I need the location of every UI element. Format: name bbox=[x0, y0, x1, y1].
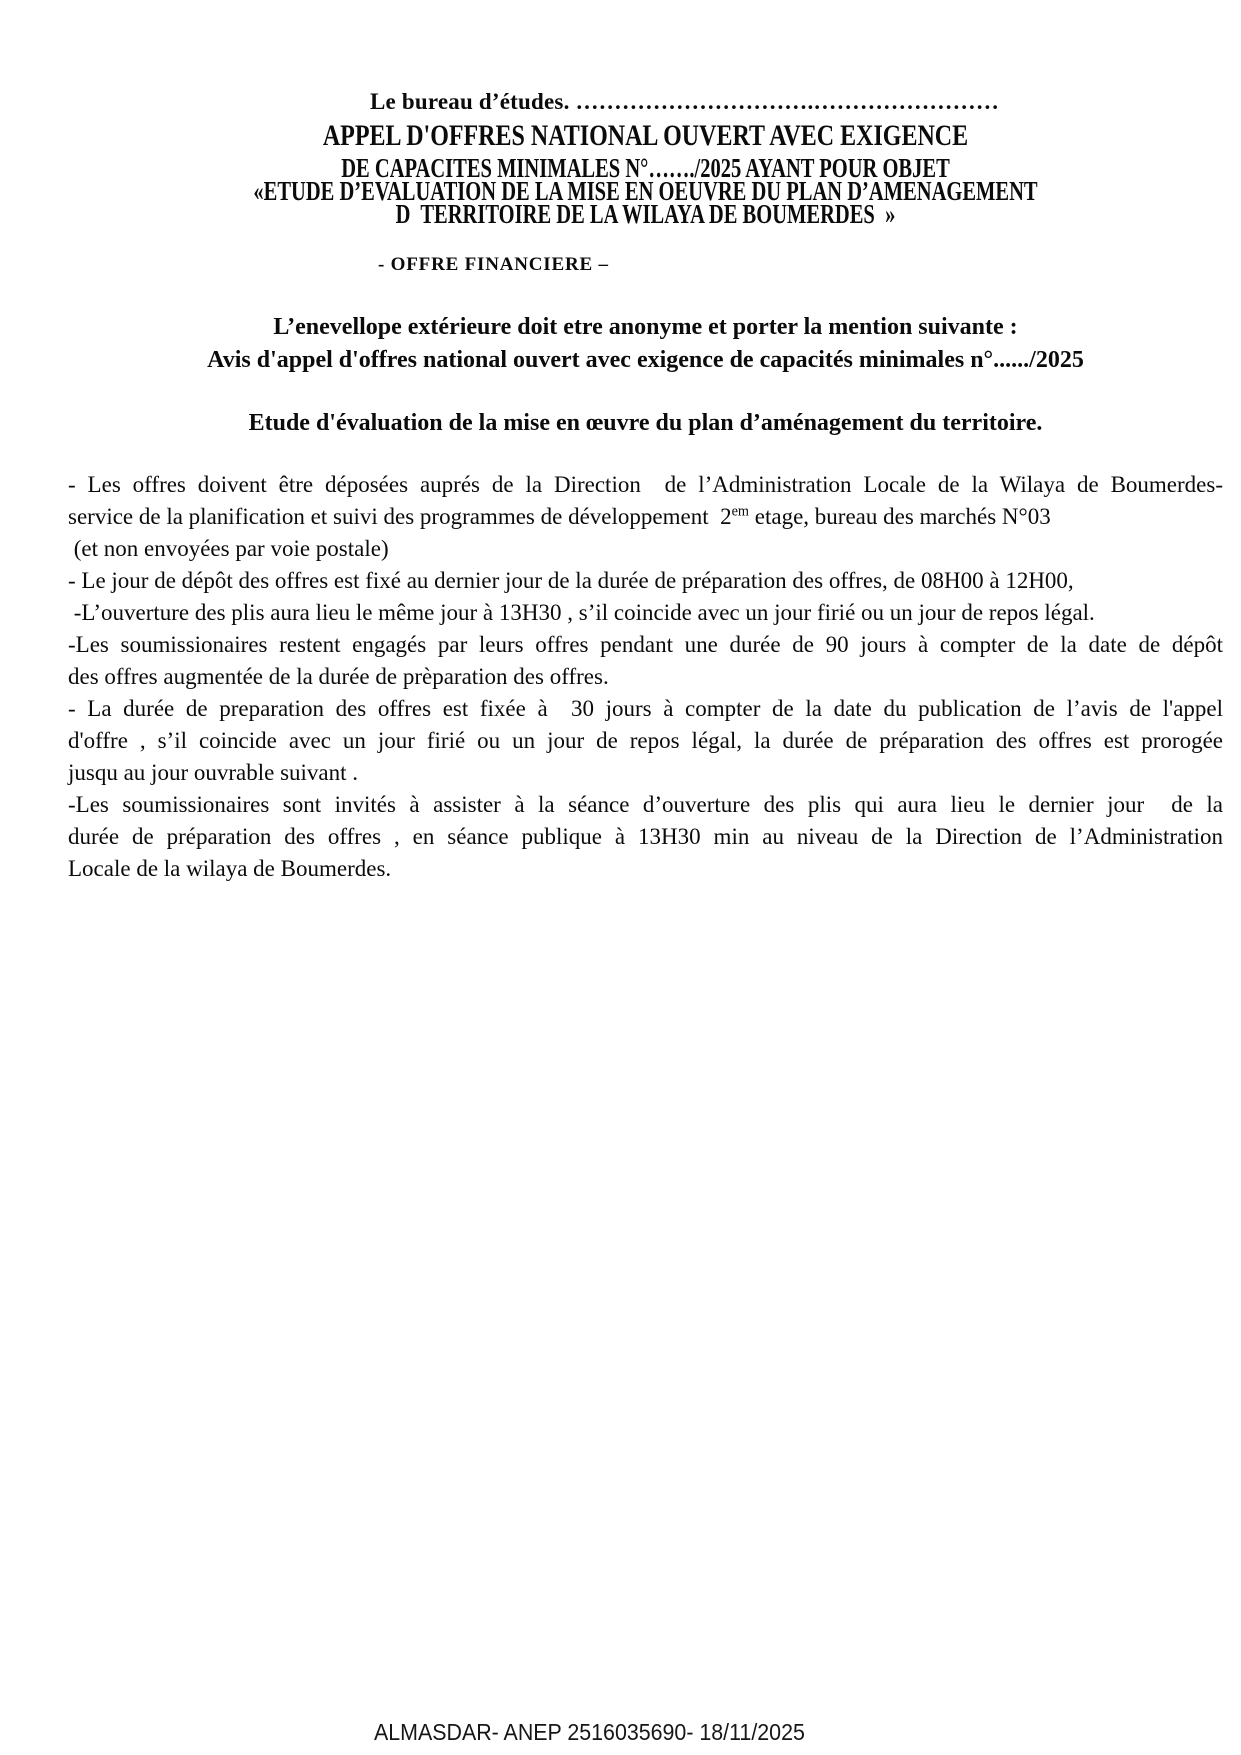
bureau-detudes-line: Le bureau d’études. ………………………….…………………… bbox=[370, 89, 1000, 114]
title-line-1: APPEL D'OFFRES NATIONAL OUVERT AVEC EXIGENCE bbox=[322, 119, 969, 152]
mention-avis-line: Avis d'appel d'offres national ouvert avec exigence de capacités minimales n°....../2025 bbox=[207, 347, 1084, 373]
title-line-2: DE CAPACITES MINIMALES N°……./2025 AYANT POUR OBJET bbox=[341, 153, 950, 183]
section-label-offre-financiere: - OFFRE FINANCIERE – bbox=[378, 254, 609, 275]
body-line: (et non envoyées par voie postale) bbox=[68, 536, 389, 561]
object-line: Etude d'évaluation de la mise en œuvre du plan d’aménagement du territoire. bbox=[248, 410, 1043, 436]
footer-anep-line: ALMASDAR- ANEP 2516035690- 18/11/2025 bbox=[374, 1719, 805, 1745]
body-text-block bbox=[68, 469, 1223, 885]
body-line: -Les soumissionaires restent engagés par leurs offres pendant une durée de 90 jours à compter de la date de dépôt bbox=[68, 632, 1223, 657]
body-line: des offres augmentée de la durée de prèparation des offres. bbox=[68, 664, 609, 689]
body-line: - Les offres doivent être déposées auprés de la Direction de l’Administration Locale de la Wilaya de Boumerdes- bbox=[68, 472, 1223, 497]
body-line: - La durée de preparation des offres est fixée à 30 jours à compter de la date du publication de l’avis de l'appel bbox=[68, 696, 1223, 721]
title-line-3: «ETUDE D’EVALUATION DE LA MISE EN OEUVRE DU PLAN D’AMENAGEMENT bbox=[253, 176, 1038, 206]
body-line: jusqu au jour ouvrable suivant . bbox=[68, 760, 359, 785]
body-line: d'offre , s’il coincide avec un jour firié ou un jour de repos légal, la durée de préparation des offres est prorogée bbox=[68, 728, 1223, 753]
superscript-em: em bbox=[731, 503, 750, 520]
body-line: Locale de la wilaya de Boumerdes. bbox=[68, 856, 392, 881]
body-line: -Les soumissionaires sont invités à assister à la séance d’ouverture des plis qui aura lieu le dernier jour de la bbox=[68, 792, 1223, 817]
body-line: durée de préparation des offres , en séance publique à 13H30 min au niveau de la Direction de l’Administration bbox=[68, 824, 1223, 849]
body-line: - Le jour de dépôt des offres est fixé au dernier jour de la durée de préparation des offres, de 08H00 à 12H00, bbox=[68, 568, 1074, 593]
body-line bbox=[68, 501, 1223, 533]
body-line-segment: service de la planification et suivi des programmes de développement 2 bbox=[68, 504, 732, 529]
body-line-segment: etage, bureau des marchés N°03 bbox=[749, 504, 1051, 529]
body-line: -L’ouverture des plis aura lieu le même jour à 13H30 , s’il coincide avec un jour firié ou un jour de repos légal. bbox=[68, 600, 1095, 625]
title-line-4: D TERRITOIRE DE LA WILAYA DE BOUMERDES » bbox=[395, 199, 896, 229]
mention-intro-line: L’enevellope extérieure doit etre anonyme et porter la mention suivante : bbox=[273, 314, 1018, 340]
